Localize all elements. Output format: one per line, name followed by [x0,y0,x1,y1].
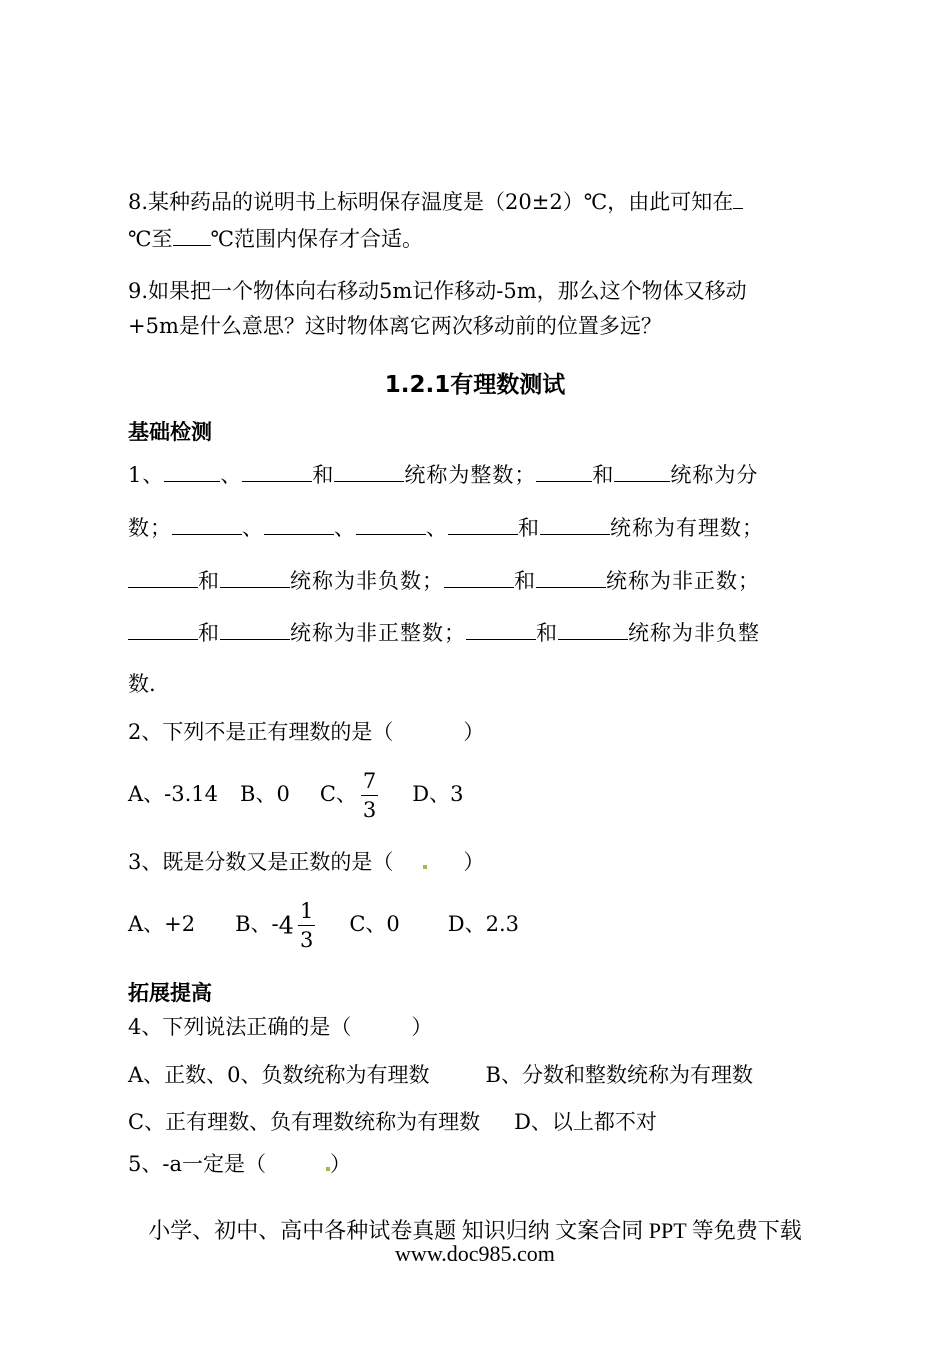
question-8-text: 8.某种药品的说明书上标明保存温度是（20±2）℃，由此可知在 [128,190,734,214]
question-5-text: 5、-a一定是（ [128,1152,266,1176]
question-1-line-5: 数. [128,672,156,696]
option-b: B、- [235,912,279,937]
blank [220,621,290,640]
mixed-number-whole: 4 [278,911,294,940]
blank [558,621,628,640]
question-1-text: 统称为非正数； [606,569,760,593]
question-2-stem [128,722,484,743]
fraction-one-third [298,900,315,951]
question-3-text: 3、既是分数又是正数的是（ [128,850,394,874]
dot-mark [423,865,427,869]
option-b: B、分数和整数统称为有理数 [485,1063,753,1087]
separator: 、 [334,516,356,540]
fraction-seven-thirds [361,770,378,821]
page-title: 1.2.1有理数测试 [384,372,566,398]
question-number: 1、 [128,463,165,487]
footer-line-1: 小学、初中、高中各种试卷真题 知识归纳 文案合同 PPT 等免费下载 [148,1218,802,1243]
blank [444,569,514,588]
conjunction: 和 [592,463,615,487]
option-d: D、以上都不对 [514,1110,657,1134]
question-1-text: 统称为非负整 [628,621,760,645]
separator: 、 [242,516,264,540]
bracket-close: ） [411,1015,433,1039]
question-8-text: ℃范围内保存才合适。 [210,227,423,251]
question-3-stem [128,852,484,873]
question-1-text: 统称为非负数； [290,569,444,593]
question-1-text: 统称为整数； [404,463,537,487]
option-d: D、3 [412,782,464,807]
blank [164,463,220,482]
conjunction: 和 [518,516,540,540]
question-1-text: 统称为非正整数； [290,621,466,645]
section-heading-basic: 基础检测 [128,420,212,444]
blank [540,516,610,535]
blank [173,227,211,246]
question-1-line-2 [128,516,764,539]
blank [448,516,518,535]
question-3-options [128,900,519,951]
question-2-options [128,770,463,821]
blank [536,463,592,482]
conjunction: 和 [536,621,558,645]
question-1-line-3 [128,569,760,592]
option-a: A、+2 [128,912,196,937]
section-heading-extend: 拓展提高 [128,981,212,1005]
footer-url[interactable]: www.doc985.com [395,1241,555,1266]
separator: 、 [220,463,243,487]
blank [128,569,198,588]
blank [356,516,426,535]
question-4-stem [128,1017,432,1038]
question-1-line-4 [128,621,760,644]
question-1-text: 数； [128,516,172,540]
question-1-line-1 [128,463,758,486]
bracket-close: ） [463,850,485,874]
question-9-line-2: +5m是什么意思？这时物体离它两次移动前的位置多远？ [128,314,662,338]
conjunction: 和 [514,569,536,593]
bracket-close: ） [463,720,485,744]
question-8-line-1 [128,190,743,213]
question-9-line-1: 9.如果把一个物体向右移动5m记作移动-5m，那么这个物体又移动 [128,279,747,303]
fraction-numerator: 1 [298,900,315,926]
question-8-line-2 [128,227,423,250]
fraction-numerator: 7 [361,770,378,796]
bracket-close: ） [329,1152,351,1176]
option-a: A、-3.14 [128,782,219,807]
fraction-denominator: 3 [299,928,314,953]
blank [242,463,312,482]
question-4-options-row-1 [128,1065,753,1086]
fraction-denominator: 3 [362,798,377,823]
blank [128,621,198,640]
option-c: C、 [319,782,357,807]
conjunction: 和 [312,463,335,487]
blank [172,516,242,535]
question-1-text: 统称为有理数； [610,516,764,540]
blank [733,190,743,209]
blank [536,569,606,588]
blank [466,621,536,640]
separator: 、 [426,516,448,540]
blank [264,516,334,535]
option-a: A、正数、0、负数统称为有理数 [128,1063,430,1087]
question-5-stem [128,1154,351,1175]
option-c: C、0 [349,912,400,937]
conjunction: 和 [198,621,220,645]
conjunction: 和 [198,569,220,593]
blank [220,569,290,588]
blank [334,463,404,482]
question-2-text: 2、下列不是正有理数的是（ [128,720,394,744]
question-1-text: 统称为分 [670,463,759,487]
question-8-text: ℃至 [128,227,173,251]
option-c: C、正有理数、负有理数统称为有理数 [128,1110,481,1134]
question-4-text: 4、下列说法正确的是（ [128,1015,352,1039]
question-4-options-row-2 [128,1112,657,1133]
blank [614,463,670,482]
option-d: D、2.3 [447,912,519,937]
option-b: B、0 [240,782,290,807]
